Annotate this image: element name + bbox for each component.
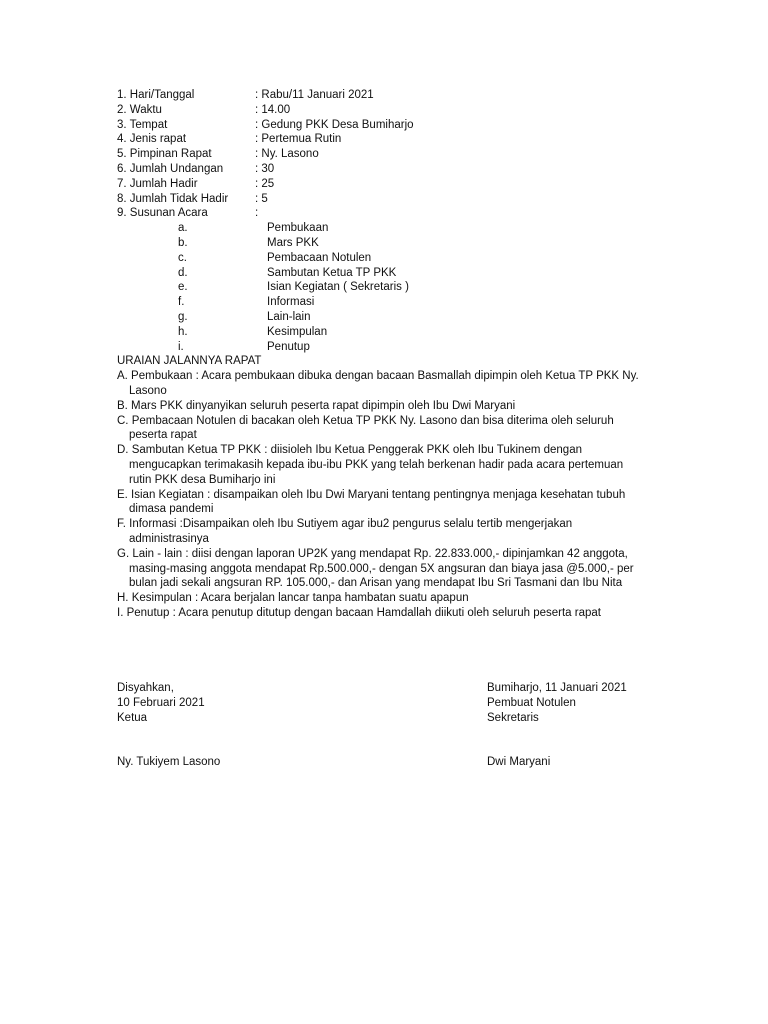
uraian-item [117,517,657,547]
list-text: Pembukaan [267,222,329,235]
field-label: 5. Pimpinan Rapat [117,148,212,161]
list-item [117,280,657,295]
field-value: : [255,207,259,220]
uraian-line: G. Lain - lain : diisi dengan laporan UP2K yang mendapat Rp. 22.833.000,- dipinjamkan 42 anggota, [117,547,628,560]
list-marker: e. [178,281,188,294]
signature-role: Ketua [117,711,148,724]
list-marker: b. [178,236,188,249]
field-label: 1. Hari/Tanggal [117,89,195,101]
signature-space [487,725,627,755]
uraian-item [117,591,657,606]
field-value: : 5 [255,192,268,205]
uraian-item [117,606,657,621]
list-text: Mars PKK [267,236,319,249]
list-text: Pembacaan Notulen [267,251,372,264]
field-row [117,103,657,118]
field-label: 6. Jumlah Undangan [117,162,224,175]
section-heading: URAIAN JALANNYA RAPAT [117,355,262,368]
field-value: : Rabu/11 Januari 2021 [255,89,374,101]
signature-name: Dwi Maryani [487,755,551,768]
list-item [117,266,657,281]
uraian-line: peserta rapat [129,429,197,442]
list-marker: h. [178,325,188,338]
field-label: 9. Susunan Acara [117,207,208,220]
meeting-details [117,88,657,221]
list-item [117,340,657,355]
list-item [117,310,657,325]
uraian-item [117,488,657,518]
list-text: Lain-lain [267,310,311,323]
signature-name: Ny. Tukiyem Lasono [117,755,221,768]
uraian-item [117,547,657,591]
list-item [117,236,657,251]
list-text: Penutup [267,340,310,353]
signature-date: 10 Februari 2021 [117,696,205,709]
field-row [117,118,657,133]
list-item [117,325,657,340]
uraian-line: C. Pembacaan Notulen di bacakan oleh Ketua TP PKK Ny. Lasono dan bisa diterima oleh seluruh [117,414,614,427]
uraian-line: B. Mars PKK dinyanyikan seluruh peserta rapat dipimpin oleh Ibu Dwi Maryani [117,399,516,412]
list-text: Sambutan Ketua TP PKK [267,266,397,279]
list-item [117,295,657,310]
uraian-line: bulan jadi sekali angsuran RP. 105.000,- dan Arisan yang mendapat Ibu Sri Tasmani dan Ibu Nita [129,577,623,590]
field-row [117,147,657,162]
signature-line: Disyahkan, [117,682,174,694]
list-text: Kesimpulan [267,325,328,338]
uraian-line: mengucapkan terimakasih kepada ibu-ibu PKK yang telah berkenan hadir pada acara pertemuan [129,458,624,471]
field-row [117,177,657,192]
field-value: : 14.00 [255,103,291,116]
list-marker: d. [178,266,188,279]
list-marker: a. [178,222,188,235]
signature-block-left [117,681,220,770]
signature-role: Sekretaris [487,711,539,724]
signature-title: Pembuat Notulen [487,696,576,709]
uraian-line: D. Sambutan Ketua TP PKK : diisioleh Ibu Ketua Penggerak PKK oleh Ibu Tukinem dengan [117,444,582,457]
signature-place-date: Bumiharjo, 11 Januari 2021 [487,682,627,694]
field-label: 4. Jenis rapat [117,133,187,146]
uraian-line: A. Pembukaan : Acara pembukaan dibuka dengan bacaan Basmallah dipimpin oleh Ketua TP PKK Ny. [117,370,639,383]
susunan-acara-list [117,221,657,354]
uraian-item [117,443,657,487]
uraian-line: dimasa pandemi [129,503,214,516]
field-row [117,192,657,207]
list-item [117,221,657,236]
field-label: 7. Jumlah Hadir [117,177,198,190]
uraian-item [117,399,657,414]
field-label: 3. Tempat [117,118,168,131]
uraian-item [117,414,657,444]
field-row [117,132,657,147]
uraian-line: administrasinya [129,532,209,545]
list-item [117,251,657,266]
field-value: : Ny. Lasono [255,148,319,161]
uraian-line: H. Kesimpulan : Acara berjalan lancar tanpa hambatan suatu apapun [117,592,469,605]
field-value: : 25 [255,177,275,190]
list-marker: i. [178,340,184,353]
list-marker: c. [178,251,187,264]
uraian-line: F. Informasi :Disampaikan oleh Ibu Sutiyem agar ibu2 pengurus selalu tertib mengerjakan [117,518,573,531]
uraian-line: Lasono [129,384,167,397]
uraian-line: rutin PKK desa Bumiharjo ini [129,473,276,486]
field-row [117,206,657,221]
field-value: : Gedung PKK Desa Bumiharjo [255,118,414,131]
signature-space [117,725,220,755]
field-value: : Pertemua Rutin [255,133,342,146]
list-marker: f. [178,296,185,309]
uraian-item [117,369,657,399]
uraian-line: masing-masing anggota mendapat Rp.500.000,- dengan 5X angsuran dan biaya jasa @5.000,- per [129,562,634,575]
notulen-document [117,88,657,621]
field-label: 2. Waktu [117,103,162,116]
list-text: Informasi [267,296,315,309]
field-row [117,88,657,103]
list-marker: g. [178,310,188,323]
field-value: : 30 [255,162,275,175]
uraian-line: E. Isian Kegiatan : disampaikan oleh Ibu Dwi Maryani tentang pentingnya menjaga kesehatan tubuh [117,488,626,501]
field-row [117,162,657,177]
list-text: Isian Kegiatan ( Sekretaris ) [267,281,409,294]
uraian-section [117,354,657,620]
signature-block-right [487,681,627,770]
uraian-line: I. Penutup : Acara penutup ditutup dengan bacaan Hamdallah diikuti oleh seluruh peserta rapat [117,606,601,619]
field-label: 8. Jumlah Tidak Hadir [117,192,229,205]
